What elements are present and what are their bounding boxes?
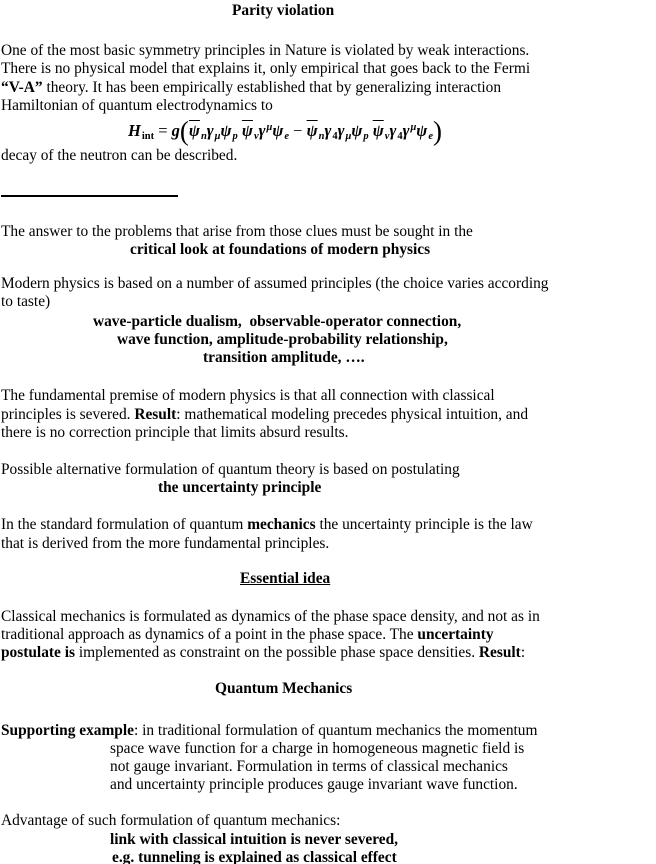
equation-token: 4 — [397, 130, 403, 142]
classical-line-3-mid: implemented as constraint on the possible phase space densities. — [74, 644, 479, 662]
equation-token: $\overline{\psi}$ — [372, 120, 384, 140]
standard-formulation-paragraph — [0, 516, 656, 552]
equation-token: $\overline{\psi}$ — [188, 120, 200, 140]
result-bold: Result — [134, 405, 177, 423]
equation-token: μ — [266, 121, 273, 133]
example-line-2: space wave function for a charge in homogeneous magnetic field is — [110, 739, 525, 757]
answer-line-1: The answer to the problems that arise from those clues must be sought in the — [1, 223, 473, 241]
intro-line-1: One of the most basic symmetry principles in Nature is violated by weak interactions. — [1, 42, 530, 60]
classical-line-1: Classical mechanics is formulated as dynamics of the phase space density, and not as in — [1, 607, 540, 625]
premise-paragraph — [0, 387, 656, 442]
equation-token: γ — [258, 120, 266, 140]
principles-bold-2: wave function, amplitude-probability relationship, — [117, 331, 448, 349]
page-title: Parity violation — [232, 2, 335, 19]
equation-token: e — [284, 130, 290, 142]
equation-token: p — [232, 130, 238, 142]
footnote-separator-rule — [1, 195, 178, 197]
premise-line-1: The fundamental premise of modern physics is that all connection with classical — [1, 387, 495, 405]
premise-line-3: there is no correction principle that limits absurd results. — [1, 423, 349, 441]
alternative-line-1: Possible alternative formulation of quantum theory is based on postulating — [1, 461, 460, 478]
equation-token: ψ — [416, 120, 428, 140]
quantum-mechanics-heading: Quantum Mechanics — [215, 679, 353, 697]
intro-line-2: There is no physical model that explains it, only empirical that goes back to the Fermi — [1, 60, 531, 78]
equation-token: n — [200, 130, 207, 142]
advantage-paragraph — [0, 812, 656, 864]
example-line-3: not gauge invariant. Formulation in terms of classical mechanics — [110, 758, 508, 776]
equation-token: γ — [337, 120, 345, 140]
principles-line-2: to taste) — [1, 292, 51, 310]
advantage-bold-1: link with classical intuition is never severed, — [110, 830, 399, 848]
standard-line-1-rest: the uncertainty principle is the law — [315, 516, 533, 534]
alternative-paragraph — [0, 461, 656, 497]
equation-token: γ — [324, 120, 332, 140]
premise-line-2-pre: principles is severed. — [1, 405, 135, 423]
equation-token: p — [363, 130, 369, 142]
result-bold-2: Result — [478, 644, 521, 662]
answer-paragraph — [0, 223, 656, 259]
equation-token: γ — [206, 120, 214, 140]
classical-paragraph — [0, 608, 656, 663]
equation-token: γ — [402, 120, 410, 140]
example-line-1 — [0, 722, 656, 740]
classical-line-3-end: : — [520, 644, 526, 662]
equation-token: ν — [253, 130, 259, 142]
advantage-line-1: Advantage of such formulation of quantum mechanics: — [1, 812, 341, 830]
equation-token: − — [289, 120, 307, 140]
standard-line-2: that is derived from the more fundamental principles. — [1, 534, 330, 552]
equation-token: = — [154, 120, 172, 140]
equation-token: μ — [214, 130, 221, 142]
principles-bold-1: wave-particle dualism, observable-operator connection, — [93, 312, 462, 330]
equation-token: $\overline{\psi}$ — [241, 120, 253, 140]
premise-line-2 — [0, 406, 656, 424]
advantage-bold-2: e.g. tunneling is explained as classical effect — [112, 848, 397, 864]
mechanics-bold: mechanics — [247, 516, 316, 534]
intro-paragraph — [0, 42, 656, 115]
equation-token: e — [428, 130, 433, 142]
interaction-hamiltonian-equation — [0, 115, 656, 147]
postulate-is-bold: postulate is — [1, 644, 75, 662]
principles-bold-3: transition amplitude, …. — [203, 349, 365, 367]
equation-token: H — [128, 120, 141, 140]
premise-line-2-rest: : mathematical modeling precedes physical intuition, and — [176, 405, 529, 423]
equation-token: γ — [389, 120, 397, 140]
principles-list — [0, 313, 656, 368]
classical-line-2-pre: traditional approach as dynamics of a point in the phase space. The — [1, 626, 418, 644]
equation-token: ψ — [272, 120, 284, 140]
equation-token: 4 — [332, 130, 338, 142]
standard-line-1-pre: In the standard formulation of quantum — [1, 516, 248, 534]
equation-token: g — [171, 120, 180, 140]
principles-paragraph — [0, 275, 656, 311]
equation-token: ψ — [351, 120, 363, 140]
va-theory-bold: “V-A” — [1, 78, 43, 96]
equation-token: n — [318, 130, 325, 142]
equation-token: ) — [432, 115, 442, 146]
classical-line-3 — [0, 644, 656, 662]
equation-token: ν — [384, 130, 390, 142]
equation-token: $\overline{\psi}$ — [306, 120, 318, 140]
equation-token: int — [141, 130, 155, 142]
classical-line-2 — [0, 626, 656, 644]
equation-token: μ — [345, 130, 352, 142]
example-line-4: and uncertainty principle produces gauge invariant wave function. — [110, 776, 518, 794]
principles-line-1: Modern physics is based on a number of assumed principles (the choice varies according — [1, 274, 549, 292]
supporting-example-paragraph — [0, 722, 656, 795]
supporting-example-bold: Supporting example — [1, 721, 134, 739]
intro-line-4: Hamiltonian of quantum electrodynamics to — [1, 96, 273, 114]
equation-token: ψ — [220, 120, 232, 140]
example-line-1-rest: : in traditional formulation of quantum mechanics the momentum — [133, 721, 538, 739]
after-equation-line: decay of the neutron can be described. — [1, 146, 238, 164]
equation-token: μ — [410, 121, 417, 133]
intro-line-3-rest: theory. It has been empirically established that by generalizing interaction — [42, 78, 502, 96]
essential-idea-heading: Essential idea — [240, 569, 331, 587]
standard-line-1 — [0, 516, 656, 534]
uncertainty-principle-heading: the uncertainty principle — [158, 479, 322, 497]
intro-line-3 — [0, 79, 656, 97]
uncertainty-bold: uncertainty — [417, 626, 494, 644]
critical-look-heading: critical look at foundations of modern physics — [130, 241, 431, 259]
equation-token: ( — [179, 115, 189, 146]
